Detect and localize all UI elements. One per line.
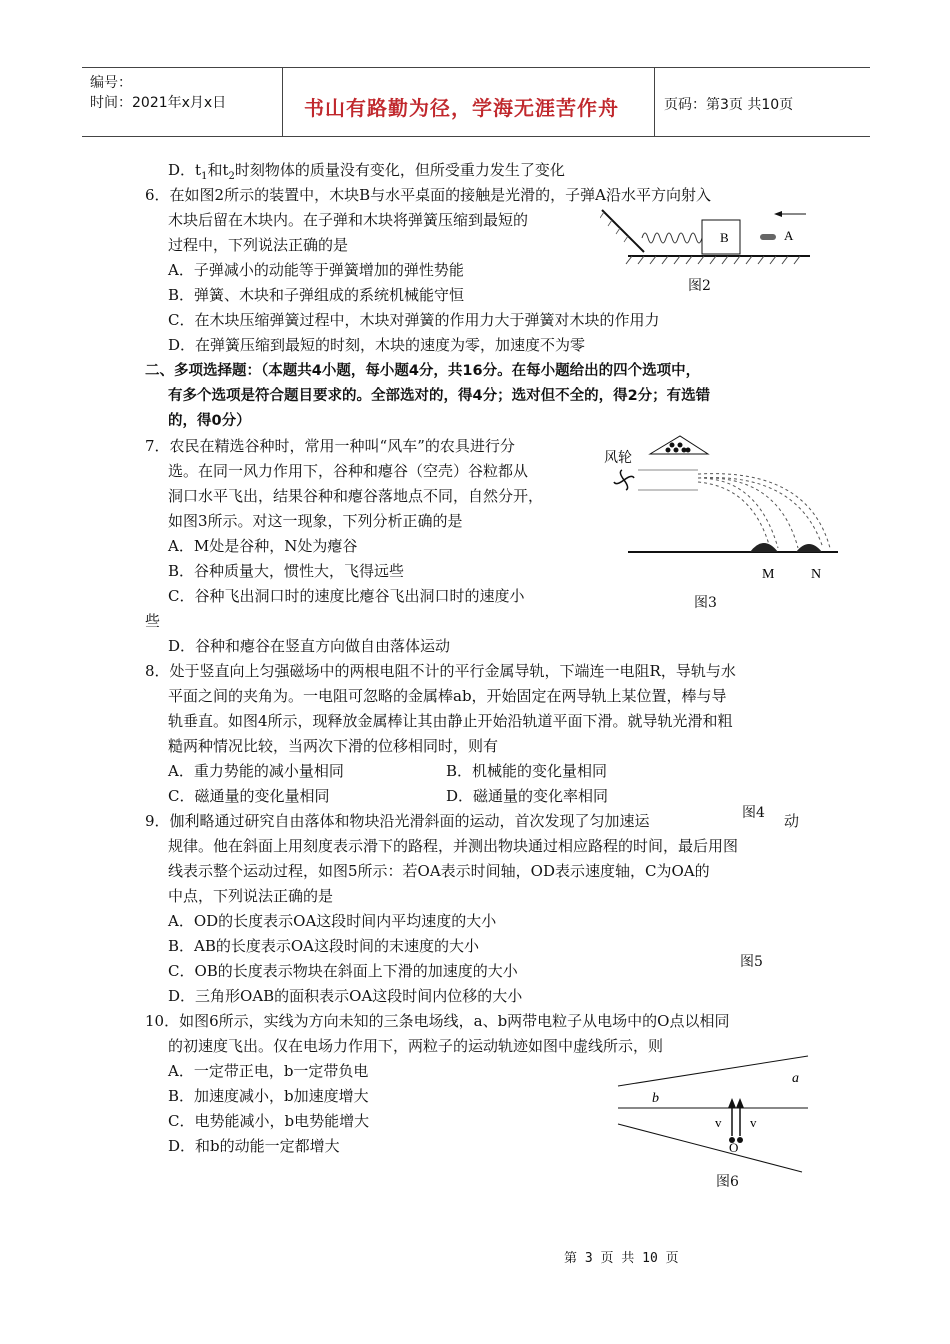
question-text: 选。在同一风力作用下，谷种和瘪谷（空壳）谷粒都从	[168, 462, 529, 480]
page-header	[82, 67, 870, 137]
option-a: A．OD的长度表示OA这段时间内平均速度的大小	[168, 912, 497, 930]
option-b: B．加速度减小，b加速度增大	[168, 1087, 369, 1105]
header-divider	[282, 68, 283, 136]
question-text: 木块后留在木块内。在子弹和木块将弹簧压缩到最短的	[168, 211, 529, 229]
option-a: A．子弹减小的动能等于弹簧增加的弹性势能	[168, 261, 464, 279]
option-c: C．电势能减小，b电势能增大	[168, 1112, 370, 1130]
option-b: B．机械能的变化量相同	[446, 762, 608, 780]
page-label: 页码：第3页 共10页	[664, 97, 794, 113]
figure-6-caption: 图6	[716, 1174, 739, 1190]
header-divider	[654, 68, 655, 136]
figure-3-caption: 图3	[694, 595, 717, 611]
question-text: 洞口水平飞出，结果谷种和瘪谷落地点不同，自然分开，	[168, 487, 544, 505]
fan-label: 风轮	[604, 451, 632, 466]
option-b: B．谷种质量大，惯性大，飞得远些	[168, 562, 405, 580]
question-10: 10．如图6所示，实线为方向未知的三条电场线，a、b两带电粒子从电场中的O点以相同	[145, 1012, 730, 1030]
label-n: N	[811, 567, 822, 582]
question-text: 如图3所示。对这一现象，下列分析正确的是	[168, 512, 463, 530]
label-m: M	[762, 567, 775, 582]
option-b: B．AB的长度表示OA这段时间的末速度的大小	[168, 937, 480, 955]
question-text: 动	[784, 812, 800, 830]
option-c: C．谷种飞出洞口时的速度比瘪谷飞出洞口时的速度小	[168, 587, 525, 605]
option-a: A．一定带正电，b一定带负电	[168, 1062, 369, 1080]
velocity-label: v	[715, 1115, 722, 1130]
question-text: 中点，下列说法正确的是	[168, 887, 334, 905]
option-d: D．在弹簧压缩到最短的时刻，木块的速度为零，加速度不为零	[168, 336, 586, 354]
option-c: C．OB的长度表示物块在斜面上下滑的加速度的大小	[168, 962, 518, 980]
date-label: 时间：2021年x月x日	[90, 95, 227, 111]
page-footer: 第 3 页 共 10 页	[564, 1251, 679, 1266]
motto: 书山有路勤为径，学海无涯苦作舟	[304, 96, 619, 120]
figure-4-caption: 图4	[742, 805, 765, 821]
option-a: A．重力势能的减小量相同	[168, 762, 344, 780]
figure-3-diagram	[598, 432, 840, 582]
option-d: D．磁通量的变化率相同	[446, 787, 609, 805]
number-label: 编号：	[90, 75, 132, 91]
question-text: 平面之间的夹角为。一电阻可忽略的金属棒ab，开始固定在两导轨上某位置，棒与导	[168, 687, 727, 705]
figure-6-diagram	[612, 1052, 814, 1176]
option-c: C．在木块压缩弹簧过程中，木块对弹簧的作用力大于弹簧对木块的作用力	[168, 311, 660, 329]
question-9: 9．伽利略通过研究自由落体和物块沿光滑斜面的运动，首次发现了匀加速运	[145, 812, 650, 830]
question-text: 线表示整个运动过程，如图5所示：若OA表示时间轴，OD表示速度轴，C为OA的	[168, 862, 710, 880]
block-label: B	[720, 230, 729, 245]
label-b: b	[652, 1091, 659, 1106]
origin-label: O	[729, 1140, 739, 1155]
question-text: 的初速度飞出。仅在电场力作用下，两粒子的运动轨迹如图中虚线所示，则	[168, 1037, 664, 1055]
figure-5-caption: 图5	[740, 954, 763, 970]
label-a: a	[792, 1071, 799, 1086]
figure-2-diagram	[600, 200, 820, 270]
option-a: A．M处是谷种，N处为瘪谷	[168, 537, 358, 555]
question-7: 7．农民在精选谷种时，常用一种叫“风车”的农具进行分	[145, 437, 515, 455]
option-c-cont: 些	[145, 612, 161, 630]
bullet-label: A	[784, 228, 794, 243]
question-text: 糙两种情况比较，当两次下滑的位移相同时，则有	[168, 737, 499, 755]
option-c: C．磁通量的变化量相同	[168, 787, 330, 805]
question-text: 轨垂直。如图4所示，现释放金属棒让其由静止开始沿轨道平面下滑。就导轨光滑和粗	[168, 712, 733, 730]
fan-icon	[614, 470, 634, 490]
option-d: D．三角形OAB的面积表示OA这段时间内位移的大小	[168, 987, 523, 1005]
question-6: 6．在如图2所示的装置中，木块B与水平桌面的接触是光滑的，子弹A沿水平方向射入	[145, 186, 711, 204]
section-heading: 的，得0分）	[168, 413, 251, 429]
option-b: B．弹簧、木块和子弹组成的系统机械能守恒	[168, 286, 465, 304]
section-heading: 二、多项选择题：（本题共4小题，每小题4分，共16分。在每小题给出的四个选项中，	[145, 363, 701, 379]
figure-2-caption: 图2	[688, 278, 711, 294]
question-text: 过程中，下列说法正确的是	[168, 236, 349, 254]
section-heading: 有多个选项是符合题目要求的。全部选对的，得4分；选对但不全的，得2分；有选错	[168, 388, 711, 404]
option-line: D．$t_1$和$t_2$时刻物体的质量没有变化，但所受重力发生了变化	[168, 161, 565, 182]
option-d: D．谷种和瘪谷在竖直方向做自由落体运动	[168, 637, 451, 655]
question-8: 8．处于竖直向上匀强磁场中的两根电阻不计的平行金属导轨，下端连一电阻R，导轨与水	[145, 662, 736, 680]
option-d: D．和b的动能一定都增大	[168, 1137, 340, 1155]
velocity-label: v	[750, 1115, 757, 1130]
question-text: 规律。他在斜面上用刻度表示滑下的路程，并测出物块通过相应路程的时间，最后用图	[168, 837, 739, 855]
